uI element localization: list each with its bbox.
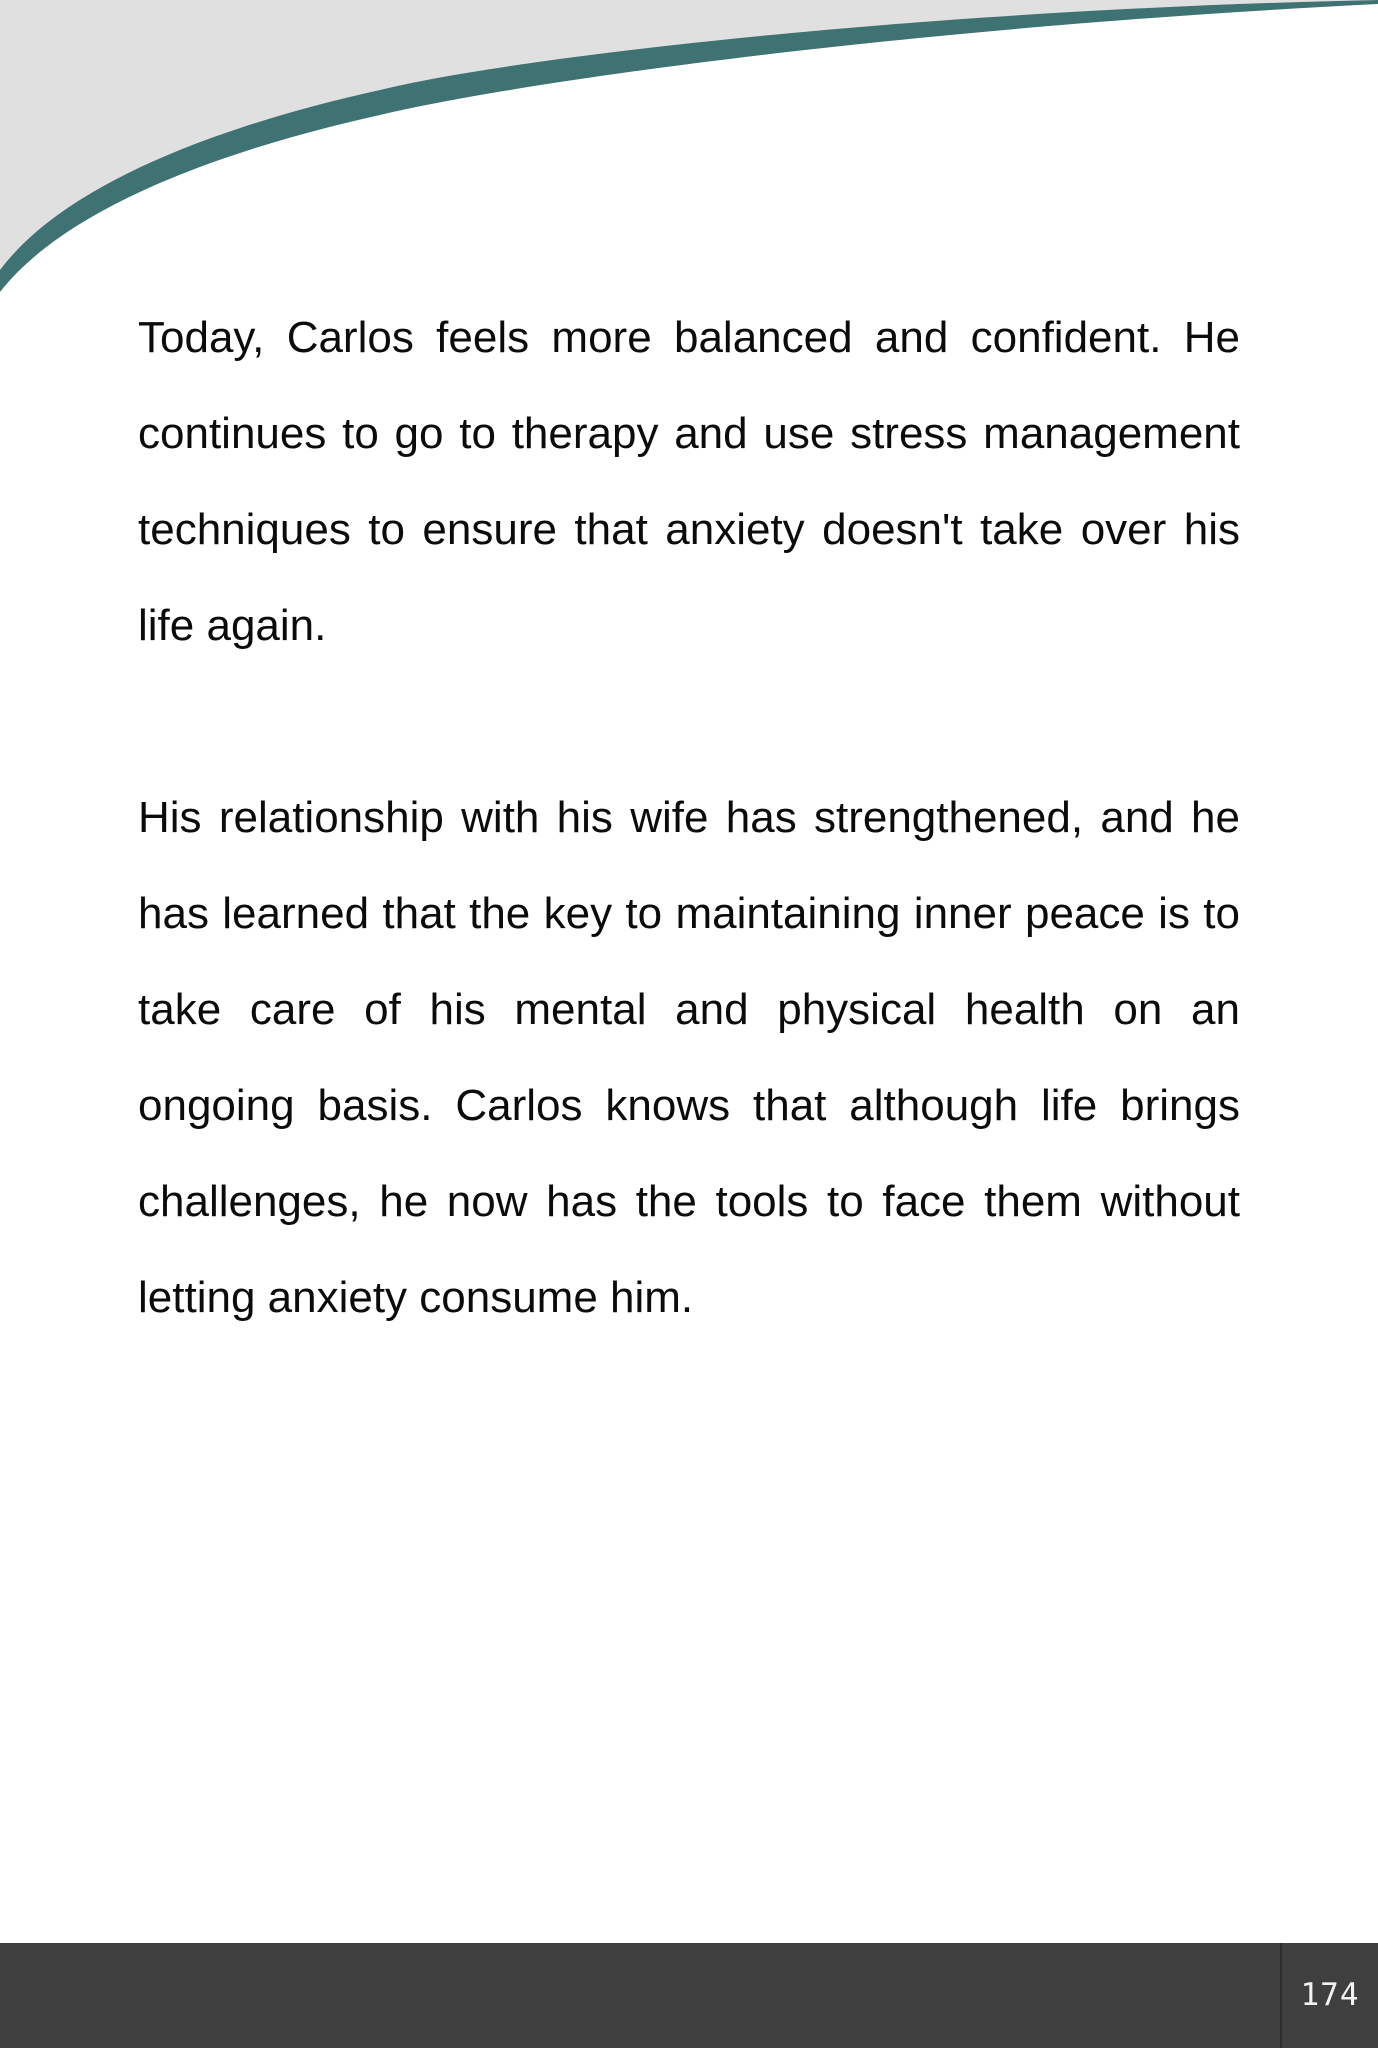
page-number-box [1280,1943,1378,2048]
paragraph-1: Today, Carlos feels more balanced and confident. He continues to go to therapy and use stress management techniques to ensure that anxiety doesn't take over his life again. [138,313,1240,650]
page-number: 174 [1300,1976,1360,2013]
header-gray-fill [0,0,1378,270]
paragraph-2: His relationship with his wife has strengthened, and he has learned that the key to maintaining inner peace is to take care of his mental and physical health on an ongoing basis. Carlos knows that although life brings challenges, he now has the tools to face them without letting anxiety consume him. [138,793,1240,1322]
page-body [138,290,1240,1346]
header-decoration [0,0,1378,300]
page-footer [0,1943,1378,2048]
